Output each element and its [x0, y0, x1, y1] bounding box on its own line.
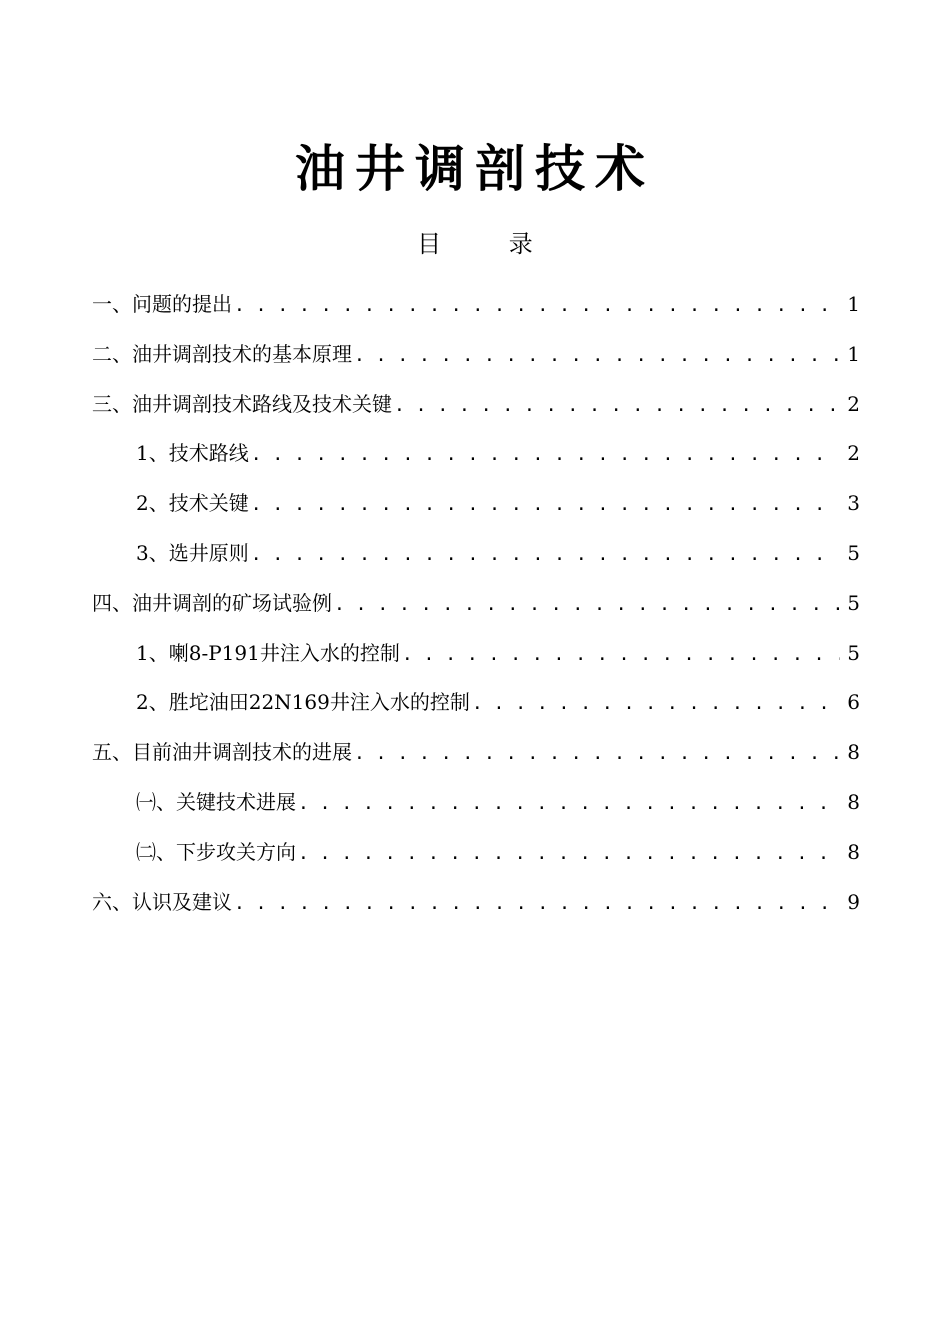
document-title: 油井调剖技术: [295, 138, 655, 198]
toc-entry-label: ㈡、下步攻关方向: [136, 839, 296, 864]
toc-entry[interactable]: [92, 831, 860, 881]
toc-dot-leader: [298, 833, 840, 875]
toc-page-number: 8: [847, 839, 860, 864]
toc-entry-label: 3、选井原则: [136, 540, 249, 565]
toc-entry-label: 六、认识及建议: [92, 889, 232, 914]
toc-entry-label: 五、目前油井调剖技术的进展: [92, 740, 352, 765]
toc-page-number: 5: [847, 640, 860, 665]
toc-entry-label: 二、油井调剖技术的基本原理: [92, 341, 352, 366]
toc-dot-leader: [298, 783, 840, 825]
toc-page-number: 8: [847, 789, 860, 814]
toc-dot-leader: [251, 484, 840, 526]
toc-page-number: 6: [847, 690, 860, 715]
toc-entry[interactable]: [92, 532, 860, 582]
toc-entry[interactable]: [92, 731, 860, 781]
toc-entry[interactable]: [92, 681, 860, 731]
toc-dot-leader: [394, 385, 840, 427]
toc-page-number: 1: [847, 341, 860, 366]
toc-page-number: 1: [847, 292, 860, 316]
toc-dot-leader: [251, 434, 840, 476]
toc-entry-label: 2、技术关键: [136, 491, 249, 516]
toc-page-number: 9: [847, 889, 860, 914]
toc-entry-label: ㈠、关键技术进展: [136, 789, 296, 814]
toc-dot-leader: [251, 534, 840, 576]
toc-entry[interactable]: [92, 781, 860, 831]
toc-heading: 目 录: [417, 230, 563, 258]
toc-dot-leader: [234, 285, 840, 327]
toc-page-number: 5: [847, 590, 860, 615]
toc-entry-label: 1、喇8-P191井注入水的控制: [136, 640, 400, 665]
toc-dot-leader: [402, 634, 840, 676]
toc-dot-leader: [334, 584, 840, 626]
toc-dot-leader: [234, 883, 840, 925]
toc-dot-leader: [354, 335, 840, 377]
toc-entry-label: 2、胜坨油田22N169井注入水的控制: [136, 690, 470, 715]
table-of-contents: [92, 283, 860, 930]
toc-entry[interactable]: [92, 482, 860, 532]
toc-entry-label: 四、油井调剖的矿场试验例: [92, 590, 332, 615]
toc-entry[interactable]: [92, 632, 860, 682]
toc-entry-label: 1、技术路线: [136, 441, 249, 466]
toc-entry[interactable]: [92, 432, 860, 482]
toc-page-number: 8: [847, 740, 860, 765]
toc-page-number: 2: [847, 391, 860, 416]
toc-entry[interactable]: [92, 582, 860, 632]
toc-entry[interactable]: [92, 383, 860, 433]
toc-entry-label: 三、油井调剖技术路线及技术关键: [92, 391, 392, 416]
toc-entry[interactable]: [92, 333, 860, 383]
toc-entry[interactable]: [92, 283, 860, 333]
toc-page-number: 3: [847, 491, 860, 516]
toc-page-number: 5: [847, 540, 860, 565]
toc-dot-leader: [472, 683, 840, 725]
toc-page-number: 2: [847, 441, 860, 466]
toc-entry-label: 一、问题的提出: [92, 292, 232, 316]
toc-entry[interactable]: [92, 881, 860, 931]
toc-dot-leader: [354, 733, 840, 775]
